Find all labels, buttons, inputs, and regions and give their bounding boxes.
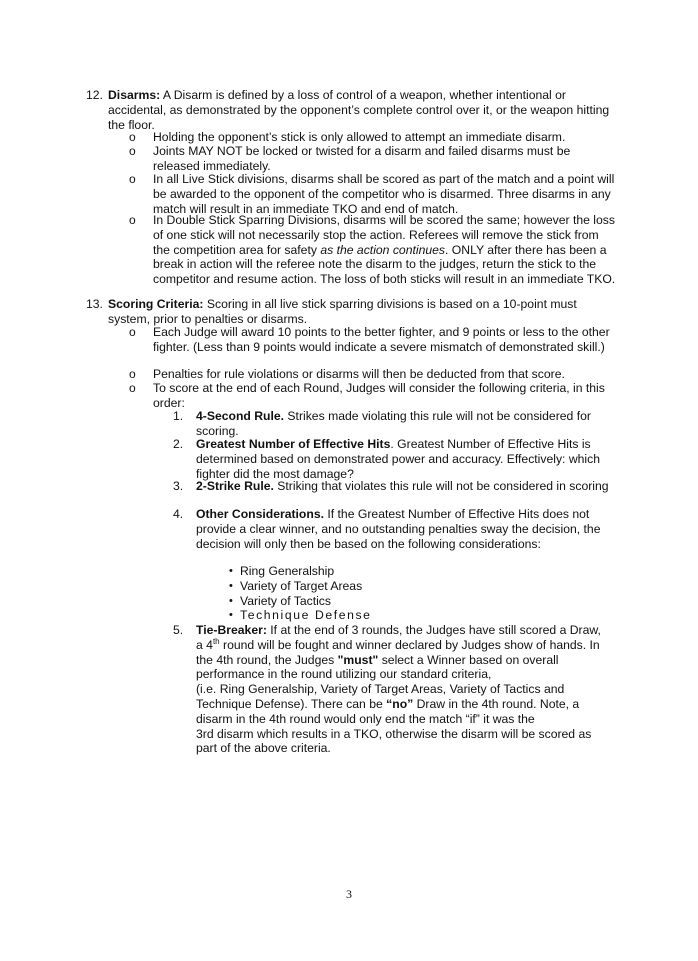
criteria-1-title: 4-Second Rule.	[196, 409, 285, 423]
dot-marker: •	[229, 565, 233, 577]
item-12-bullet-4-text-b: . ONLY after there has been a break in action will the referee note the disarm to the judges, return the stick to the competitor and resume action. The loss of both sticks will result in an immediate TKO.	[153, 242, 616, 287]
criteria-1-text: Strikes made violating this rule will not be considered for scoring.	[196, 409, 591, 438]
item-13-bullet-1: Each Judge will award 10 points to the better fighter, and 9 points or less to the other fighter. (Less than 9 points would indicate a severe mismatch of demonstrated skill.)	[153, 325, 610, 354]
dot-marker: •	[229, 595, 233, 607]
criteria-1	[196, 409, 622, 439]
consideration-3: Variety of Tactics	[240, 594, 331, 608]
item-12-bullet-4-italic: as the action continues	[320, 242, 446, 257]
criteria-3-text: Striking that violates this rule will not be considered in scoring	[273, 479, 609, 493]
criteria-1-number: 1.	[173, 409, 184, 423]
consideration-1: Ring Generalship	[240, 564, 335, 578]
item-13-paragraph	[108, 297, 616, 327]
item-13-text: Scoring in all live stick sparring divisions is based on a 10-point must system, prior to penalties or disarms.	[108, 297, 577, 326]
item-12-bullet-3: In all Live Stick divisions, disarms shall be scored as part of the match and a point will be awarded to the opponent of the competitor who is disarmed. Three disarms in any match will result in an immediate TKO and end of match.	[153, 172, 615, 216]
bullet-marker: o	[129, 367, 136, 381]
criteria-2-number: 2.	[173, 437, 184, 451]
tie-breaker-superscript: th	[212, 636, 220, 646]
tie-breaker-no: “no”	[386, 696, 414, 711]
bullet-marker: o	[129, 130, 136, 144]
item-13-bullet-3: To score at the end of each Round, Judges will consider the following criteria, in this order:	[153, 381, 605, 410]
bullet-marker: o	[129, 144, 136, 158]
criteria-2	[196, 437, 622, 481]
bullet-marker: o	[129, 381, 136, 395]
bullet-marker: o	[129, 325, 136, 339]
item-12-bullet-4-text-a: In Double Stick Sparring Divisions, disarms will be scored the same; however the loss of one stick will not necessarily stop the action. Referees will remove the stick from the competition area for safety	[153, 213, 615, 257]
criteria-4-number: 4.	[173, 507, 184, 521]
tie-breaker-title: Tie-Breaker:	[196, 623, 267, 637]
page-number: 3	[346, 887, 352, 901]
criteria-4-text: If the Greatest Number of Effective Hits does not provide a clear winner, and no outstanding penalties sway the decision, the decision will only then be based on the following considerations:	[196, 507, 601, 551]
item-12-bullet-1: Holding the opponent’s stick is only allowed to attempt an immediate disarm.	[153, 130, 566, 144]
criteria-4	[196, 507, 622, 551]
item-13-number: 13.	[86, 297, 103, 311]
consideration-4: Technique Defense	[240, 608, 372, 622]
dot-marker: •	[229, 580, 233, 592]
tie-breaker-text-3: select a Winner based on overall performance in the round utilizing our standard criteria,	[196, 652, 559, 682]
tie-breaker-text-1: If at the end of 3 rounds, the Judges have still scored a Draw, a 4	[196, 623, 601, 652]
item-12-bullet-2: Joints MAY NOT be locked or twisted for a disarm and failed disarms must be released immediately.	[153, 144, 571, 173]
criteria-3-title: 2-Strike Rule.	[196, 479, 274, 493]
item-12-text: A Disarm is defined by a loss of control of a weapon, whether intentional or accidental, as demonstrated by the opponent’s complete control over it, or the weapon hitting the floor.	[108, 88, 610, 132]
criteria-2-text: . Greatest Number of Effective Hits is determined based on demonstrated power and accuracy. Effectively: which fighter did the most damage?	[196, 437, 600, 481]
item-12-paragraph	[108, 88, 616, 132]
tie-breaker-must: "must"	[337, 652, 379, 667]
consideration-2: Variety of Target Areas	[240, 579, 363, 593]
tie-breaker-text-5: Draw in the 4th round. Note, a disarm in the 4th round would only end the match “if” it was the	[196, 696, 580, 726]
bullet-marker: o	[129, 172, 136, 186]
criteria-5-number: 5.	[173, 623, 184, 637]
item-12-bullet-4	[153, 213, 619, 287]
criteria-4-title: Other Considerations.	[196, 507, 324, 521]
bullet-marker: o	[129, 213, 136, 227]
tie-breaker-text-2: round will be fought and winner declared by Judges show of hands. In the 4th round, the Judges	[196, 637, 600, 667]
criteria-3	[196, 479, 622, 494]
item-12-number: 12.	[86, 88, 103, 102]
criteria-3-number: 3.	[173, 479, 184, 493]
item-13-title: Scoring Criteria:	[108, 297, 204, 311]
criteria-2-title: Greatest Number of Effective Hits	[196, 437, 391, 451]
tie-breaker-text-6: 3rd disarm which results in a TKO, otherwise the disarm will be scored as part of the above criteria.	[196, 726, 592, 756]
tie-breaker-text-4: (i.e. Ring Generalship, Variety of Target Areas, Variety of Tactics and Technique Defense). There can be	[196, 682, 565, 711]
tie-breaker	[196, 623, 608, 756]
item-12-title: Disarms:	[108, 88, 161, 102]
dot-marker: •	[229, 609, 233, 621]
item-13-bullet-2: Penalties for rule violations or disarms will then be deducted from that score.	[153, 367, 565, 381]
